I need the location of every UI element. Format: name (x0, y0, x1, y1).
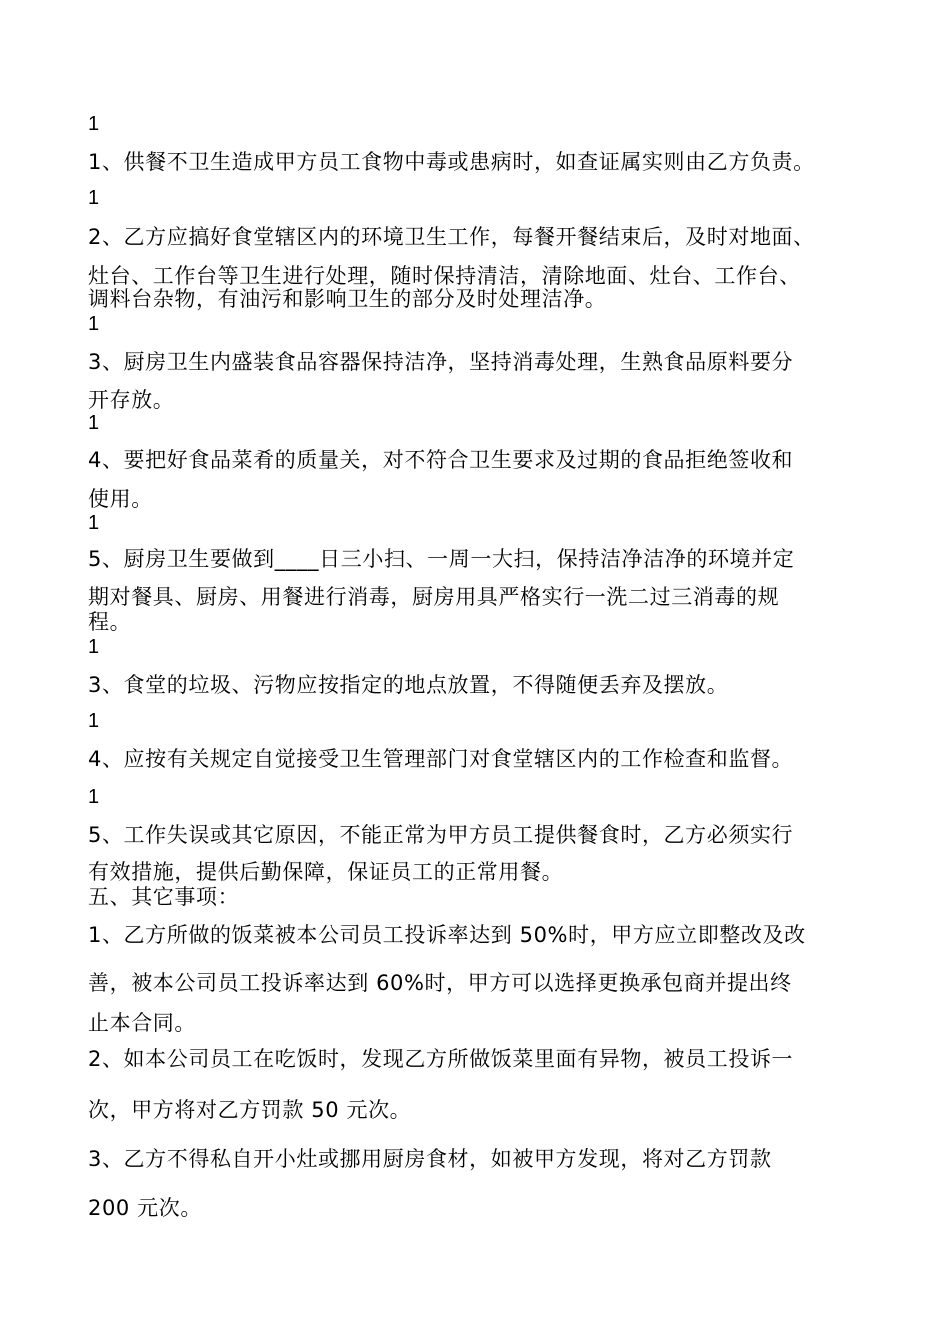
line-number-marker: 1 (88, 710, 100, 732)
text-line: 善，被本公司员工投诉率达到 60%时，甲方可以选择更换承包商并提出终 (88, 971, 792, 995)
text-line: 200 元次。 (88, 1196, 202, 1220)
line-number-marker: 1 (88, 313, 100, 335)
line-number-marker: 1 (88, 786, 100, 808)
line-number-marker: 1 (88, 113, 100, 135)
text-line: 3、乙方不得私自开小灶或挪用厨房食材，如被甲方发现，将对乙方罚款 (88, 1147, 772, 1171)
text-line: 3、食堂的垃圾、污物应按指定的地点放置，不得随便丢弃及摆放。 (88, 673, 729, 697)
text-line: 调料台杂物，有油污和影响卫生的部分及时处理洁净。 (88, 287, 607, 311)
text-line: 五、其它事项： (88, 885, 240, 909)
line-number-marker: 1 (88, 512, 100, 534)
text-line: 使用。 (88, 487, 153, 511)
line-number-marker: 1 (88, 636, 100, 658)
text-line: 程。 (88, 610, 132, 634)
text-line: 4、要把好食品菜肴的质量关，对不符合卫生要求及过期的食品拒绝签收和 (88, 448, 794, 472)
text-line: 5、工作失误或其它原因，不能正常为甲方员工提供餐食时，乙方必须实行 (88, 823, 794, 847)
text-line: 5、厨房卫生要做到____日三小扫、一周一大扫，保持洁净洁净的环境并定 (88, 547, 795, 571)
text-line: 有效措施，提供后勤保障，保证员工的正常用餐。 (88, 860, 564, 884)
line-number-marker: 1 (88, 412, 100, 434)
text-line: 次，甲方将对乙方罚款 50 元次。 (88, 1098, 412, 1122)
text-line: 2、乙方应搞好食堂辖区内的环境卫生工作，每餐开餐结束后，及时对地面、 (88, 225, 815, 249)
text-line: 止本合同。 (88, 1011, 196, 1035)
text-line: 3、厨房卫生内盛装食品容器保持洁净，坚持消毒处理，生熟食品原料要分 (88, 350, 794, 374)
text-line: 开存放。 (88, 388, 175, 412)
text-line: 期对餐具、厨房、用餐进行消毒，厨房用具严格实行一洗二过三消毒的规 (88, 585, 780, 609)
line-number-marker: 1 (88, 187, 100, 209)
text-line: 2、如本公司员工在吃饭时，发现乙方所做饭菜里面有异物，被员工投诉一 (88, 1047, 794, 1071)
text-line: 灶台、工作台等卫生进行处理，随时保持清洁，清除地面、灶台、工作台、 (88, 264, 801, 288)
text-line: 4、应按有关规定自觉接受卫生管理部门对食堂辖区内的工作检查和监督。 (88, 747, 794, 771)
text-line: 1、供餐不卫生造成甲方员工食物中毒或患病时，如查证属实则由乙方负责。 (88, 150, 815, 174)
text-line: 1、乙方所做的饭菜被本公司员工投诉率达到 50%时，甲方应立即整改及改 (88, 923, 806, 947)
